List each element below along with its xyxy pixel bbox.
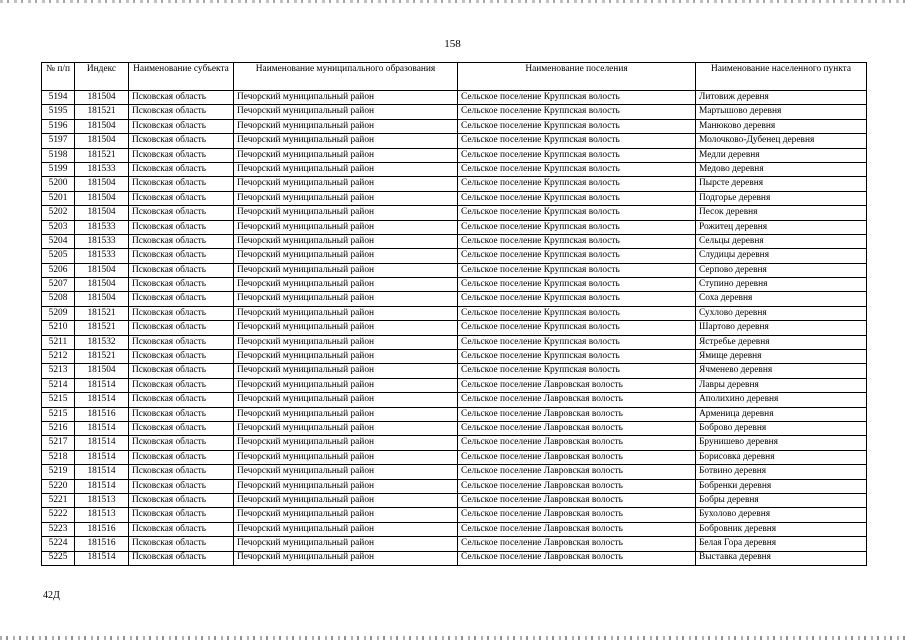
locality-cell: Литовиж деревня — [696, 91, 867, 105]
table-row — [42, 134, 867, 148]
settlement-cell: Сельское поселение Лавровская волость — [458, 537, 696, 551]
locality-cell: Медли деревня — [696, 148, 867, 162]
postal-index-cell: 181514 — [75, 479, 129, 493]
municipality-cell: Печорский муниципальный район — [234, 206, 458, 220]
page-number: 158 — [444, 38, 461, 50]
row-number-cell: 5222 — [42, 508, 75, 522]
region-cell: Псковская область — [129, 234, 234, 248]
footer-code: 42Д — [43, 590, 60, 601]
row-number-cell: 5199 — [42, 162, 75, 176]
row-number-cell: 5203 — [42, 220, 75, 234]
postal-index-cell: 181514 — [75, 378, 129, 392]
locality-cell: Арменица деревня — [696, 407, 867, 421]
municipality-cell: Печорский муниципальный район — [234, 191, 458, 205]
row-number-cell: 5208 — [42, 292, 75, 306]
locality-cell: Манюково деревня — [696, 119, 867, 133]
table-row — [42, 91, 867, 105]
table-row — [42, 450, 867, 464]
row-number-cell: 5213 — [42, 364, 75, 378]
settlement-cell: Сельское поселение Лавровская волость — [458, 522, 696, 536]
locality-cell: Медово деревня — [696, 162, 867, 176]
table-row — [42, 263, 867, 277]
row-number-cell: 5218 — [42, 450, 75, 464]
header-cell-settlement: Наименование поселения — [458, 63, 696, 91]
row-number-cell: 5204 — [42, 234, 75, 248]
postal-index-cell: 181504 — [75, 278, 129, 292]
settlement-cell: Сельское поселение Круппская волость — [458, 119, 696, 133]
locality-cell: Серпово деревня — [696, 263, 867, 277]
municipality-cell: Печорский муниципальный район — [234, 162, 458, 176]
municipality-cell: Печорский муниципальный район — [234, 551, 458, 565]
postal-index-cell: 181504 — [75, 206, 129, 220]
table-row — [42, 119, 867, 133]
region-cell: Псковская область — [129, 421, 234, 435]
region-cell: Псковская область — [129, 148, 234, 162]
settlement-cell: Сельское поселение Круппская волость — [458, 234, 696, 248]
municipality-cell: Печорский муниципальный район — [234, 278, 458, 292]
table-row — [42, 234, 867, 248]
row-number-cell: 5196 — [42, 119, 75, 133]
header-cell-number: № п/п — [42, 63, 75, 91]
postal-index-cell: 181504 — [75, 119, 129, 133]
row-number-cell: 5212 — [42, 350, 75, 364]
table-row — [42, 551, 867, 565]
municipality-cell: Печорский муниципальный район — [234, 91, 458, 105]
table-row — [42, 335, 867, 349]
row-number-cell: 5216 — [42, 421, 75, 435]
locality-cell: Борисовка деревня — [696, 450, 867, 464]
locality-cell: Белая Гора деревня — [696, 537, 867, 551]
row-number-cell: 5215 — [42, 393, 75, 407]
table-row — [42, 162, 867, 176]
row-number-cell: 5198 — [42, 148, 75, 162]
postal-index-cell: 181504 — [75, 91, 129, 105]
region-cell: Псковская область — [129, 220, 234, 234]
postal-index-cell: 181533 — [75, 162, 129, 176]
postal-index-cell: 181504 — [75, 191, 129, 205]
settlement-cell: Сельское поселение Лавровская волость — [458, 508, 696, 522]
row-number-cell: 5209 — [42, 306, 75, 320]
row-number-cell: 5202 — [42, 206, 75, 220]
table-row — [42, 421, 867, 435]
table-row — [42, 479, 867, 493]
row-number-cell: 5217 — [42, 436, 75, 450]
postal-index-cell: 181532 — [75, 335, 129, 349]
region-cell: Псковская область — [129, 263, 234, 277]
municipality-cell: Печорский муниципальный район — [234, 493, 458, 507]
row-number-cell: 5219 — [42, 465, 75, 479]
postal-index-cell: 181513 — [75, 493, 129, 507]
postal-index-cell: 181514 — [75, 436, 129, 450]
locality-cell: Выставка деревня — [696, 551, 867, 565]
settlement-cell: Сельское поселение Круппская волость — [458, 134, 696, 148]
settlement-cell: Сельское поселение Круппская волость — [458, 306, 696, 320]
settlement-cell: Сельское поселение Круппская волость — [458, 335, 696, 349]
row-number-cell: 5224 — [42, 537, 75, 551]
locality-cell: Бобры деревня — [696, 493, 867, 507]
header-cell-locality: Наименование населенного пункта — [696, 63, 867, 91]
postal-index-cell: 181504 — [75, 292, 129, 306]
table-row — [42, 378, 867, 392]
settlement-cell: Сельское поселение Круппская волость — [458, 191, 696, 205]
row-number-cell: 5223 — [42, 522, 75, 536]
row-number-cell: 5215 — [42, 407, 75, 421]
region-cell: Псковская область — [129, 321, 234, 335]
settlement-cell: Сельское поселение Круппская волость — [458, 220, 696, 234]
region-cell: Псковская область — [129, 364, 234, 378]
row-number-cell: 5210 — [42, 321, 75, 335]
table-body — [42, 91, 867, 566]
region-cell: Псковская область — [129, 206, 234, 220]
settlement-cell: Сельское поселение Лавровская волость — [458, 493, 696, 507]
postal-index-cell: 181533 — [75, 220, 129, 234]
header-row — [42, 63, 867, 91]
region-cell: Псковская область — [129, 119, 234, 133]
scan-edge-bottom — [0, 636, 905, 640]
settlement-cell: Сельское поселение Круппская волость — [458, 292, 696, 306]
postal-index-cell: 181516 — [75, 407, 129, 421]
table-row — [42, 465, 867, 479]
row-number-cell: 5206 — [42, 263, 75, 277]
table-row — [42, 105, 867, 119]
region-cell: Псковская область — [129, 479, 234, 493]
postal-index-cell: 181516 — [75, 522, 129, 536]
postal-index-cell: 181533 — [75, 234, 129, 248]
region-cell: Псковская область — [129, 436, 234, 450]
settlement-cell: Сельское поселение Круппская волость — [458, 350, 696, 364]
locality-cell: Слудицы деревня — [696, 249, 867, 263]
municipality-cell: Печорский муниципальный район — [234, 220, 458, 234]
postal-index-cell: 181516 — [75, 537, 129, 551]
table-row — [42, 493, 867, 507]
table-row — [42, 407, 867, 421]
table-header — [42, 63, 867, 91]
locality-cell: Бухолово деревня — [696, 508, 867, 522]
postal-index-cell: 181521 — [75, 148, 129, 162]
municipality-cell: Печорский муниципальный район — [234, 465, 458, 479]
postal-index-cell: 181504 — [75, 134, 129, 148]
postal-index-cell: 181514 — [75, 551, 129, 565]
table-row — [42, 321, 867, 335]
settlements-table — [41, 62, 867, 566]
postal-index-cell: 181504 — [75, 177, 129, 191]
table-row — [42, 191, 867, 205]
locality-cell: Бобровник деревня — [696, 522, 867, 536]
table-row — [42, 206, 867, 220]
table-row — [42, 278, 867, 292]
region-cell: Псковская область — [129, 493, 234, 507]
row-number-cell: 5207 — [42, 278, 75, 292]
municipality-cell: Печорский муниципальный район — [234, 234, 458, 248]
region-cell: Псковская область — [129, 465, 234, 479]
settlement-cell: Сельское поселение Лавровская волость — [458, 393, 696, 407]
municipality-cell: Печорский муниципальный район — [234, 421, 458, 435]
locality-cell: Ячменево деревня — [696, 364, 867, 378]
locality-cell: Пырсте деревня — [696, 177, 867, 191]
table-row — [42, 364, 867, 378]
municipality-cell: Печорский муниципальный район — [234, 119, 458, 133]
municipality-cell: Печорский муниципальный район — [234, 249, 458, 263]
region-cell: Псковская область — [129, 91, 234, 105]
table-row — [42, 249, 867, 263]
municipality-cell: Печорский муниципальный район — [234, 177, 458, 191]
region-cell: Псковская область — [129, 191, 234, 205]
municipality-cell: Печорский муниципальный район — [234, 537, 458, 551]
locality-cell: Ястребье деревня — [696, 335, 867, 349]
settlement-cell: Сельское поселение Круппская волость — [458, 177, 696, 191]
settlement-cell: Сельское поселение Круппская волость — [458, 105, 696, 119]
table-row — [42, 522, 867, 536]
region-cell: Псковская область — [129, 508, 234, 522]
municipality-cell: Печорский муниципальный район — [234, 393, 458, 407]
locality-cell: Молочково-Дубенец деревня — [696, 134, 867, 148]
table-row — [42, 148, 867, 162]
postal-index-cell: 181514 — [75, 393, 129, 407]
settlement-cell: Сельское поселение Круппская волость — [458, 148, 696, 162]
region-cell: Псковская область — [129, 134, 234, 148]
region-cell: Псковская область — [129, 551, 234, 565]
row-number-cell: 5201 — [42, 191, 75, 205]
locality-cell: Аполихино деревня — [696, 393, 867, 407]
locality-cell: Лавры деревня — [696, 378, 867, 392]
municipality-cell: Печорский муниципальный район — [234, 522, 458, 536]
postal-index-cell: 181504 — [75, 263, 129, 277]
row-number-cell: 5214 — [42, 378, 75, 392]
locality-cell: Подгорье деревня — [696, 191, 867, 205]
postal-index-cell: 181521 — [75, 350, 129, 364]
postal-index-cell: 181514 — [75, 465, 129, 479]
row-number-cell: 5195 — [42, 105, 75, 119]
locality-cell: Ступино деревня — [696, 278, 867, 292]
row-number-cell: 5211 — [42, 335, 75, 349]
municipality-cell: Печорский муниципальный район — [234, 407, 458, 421]
municipality-cell: Печорский муниципальный район — [234, 134, 458, 148]
postal-index-cell: 181514 — [75, 421, 129, 435]
row-number-cell: 5200 — [42, 177, 75, 191]
region-cell: Псковская область — [129, 162, 234, 176]
settlement-cell: Сельское поселение Лавровская волость — [458, 551, 696, 565]
locality-cell: Ямище деревня — [696, 350, 867, 364]
settlement-cell: Сельское поселение Круппская волость — [458, 364, 696, 378]
municipality-cell: Печорский муниципальный район — [234, 350, 458, 364]
settlement-cell: Сельское поселение Круппская волость — [458, 321, 696, 335]
table-row — [42, 393, 867, 407]
region-cell: Псковская область — [129, 335, 234, 349]
municipality-cell: Печорский муниципальный район — [234, 148, 458, 162]
row-number-cell: 5197 — [42, 134, 75, 148]
row-number-cell: 5194 — [42, 91, 75, 105]
municipality-cell: Печорский муниципальный район — [234, 450, 458, 464]
municipality-cell: Печорский муниципальный район — [234, 321, 458, 335]
municipality-cell: Печорский муниципальный район — [234, 436, 458, 450]
header-cell-municipality: Наименование муниципального образования — [234, 63, 458, 91]
locality-cell: Шартово деревня — [696, 321, 867, 335]
settlement-cell: Сельское поселение Лавровская волость — [458, 436, 696, 450]
postal-index-cell: 181533 — [75, 249, 129, 263]
locality-cell: Сухлово деревня — [696, 306, 867, 320]
region-cell: Псковская область — [129, 292, 234, 306]
municipality-cell: Печорский муниципальный район — [234, 292, 458, 306]
locality-cell: Сельцы деревня — [696, 234, 867, 248]
region-cell: Псковская область — [129, 537, 234, 551]
municipality-cell: Печорский муниципальный район — [234, 105, 458, 119]
municipality-cell: Печорский муниципальный район — [234, 306, 458, 320]
region-cell: Псковская область — [129, 278, 234, 292]
locality-cell: Ботвино деревня — [696, 465, 867, 479]
table-row — [42, 537, 867, 551]
region-cell: Псковская область — [129, 407, 234, 421]
row-number-cell: 5225 — [42, 551, 75, 565]
region-cell: Псковская область — [129, 522, 234, 536]
settlement-cell: Сельское поселение Лавровская волость — [458, 421, 696, 435]
region-cell: Псковская область — [129, 306, 234, 320]
municipality-cell: Печорский муниципальный район — [234, 479, 458, 493]
table-row — [42, 292, 867, 306]
region-cell: Псковская область — [129, 450, 234, 464]
municipality-cell: Печорский муниципальный район — [234, 335, 458, 349]
municipality-cell: Печорский муниципальный район — [234, 508, 458, 522]
postal-index-cell: 181514 — [75, 450, 129, 464]
region-cell: Псковская область — [129, 350, 234, 364]
settlement-cell: Сельское поселение Лавровская волость — [458, 407, 696, 421]
table-row — [42, 350, 867, 364]
postal-index-cell: 181504 — [75, 364, 129, 378]
municipality-cell: Печорский муниципальный район — [234, 263, 458, 277]
table-row — [42, 306, 867, 320]
locality-cell: Песок деревня — [696, 206, 867, 220]
locality-cell: Рожитец деревня — [696, 220, 867, 234]
locality-cell: Бобренки деревня — [696, 479, 867, 493]
region-cell: Псковская область — [129, 393, 234, 407]
postal-index-cell: 181521 — [75, 321, 129, 335]
settlement-cell: Сельское поселение Лавровская волость — [458, 450, 696, 464]
settlement-cell: Сельское поселение Круппская волость — [458, 278, 696, 292]
row-number-cell: 5220 — [42, 479, 75, 493]
header-cell-region: Наименование субъекта — [129, 63, 234, 91]
region-cell: Псковская область — [129, 378, 234, 392]
settlement-cell: Сельское поселение Круппская волость — [458, 162, 696, 176]
postal-index-cell: 181521 — [75, 306, 129, 320]
region-cell: Псковская область — [129, 249, 234, 263]
table-row — [42, 177, 867, 191]
header-cell-index: Индекс — [75, 63, 129, 91]
row-number-cell: 5221 — [42, 493, 75, 507]
region-cell: Псковская область — [129, 105, 234, 119]
municipality-cell: Печорский муниципальный район — [234, 378, 458, 392]
locality-cell: Мартышово деревня — [696, 105, 867, 119]
settlement-cell: Сельское поселение Круппская волость — [458, 249, 696, 263]
locality-cell: Соха деревня — [696, 292, 867, 306]
row-number-cell: 5205 — [42, 249, 75, 263]
settlement-cell: Сельское поселение Круппская волость — [458, 263, 696, 277]
settlement-cell: Сельское поселение Лавровская волость — [458, 465, 696, 479]
municipality-cell: Печорский муниципальный район — [234, 364, 458, 378]
locality-cell: Боброво деревня — [696, 421, 867, 435]
postal-index-cell: 181513 — [75, 508, 129, 522]
table-row — [42, 220, 867, 234]
postal-index-cell: 181521 — [75, 105, 129, 119]
table-row — [42, 436, 867, 450]
settlement-cell: Сельское поселение Лавровская волость — [458, 479, 696, 493]
settlement-cell: Сельское поселение Лавровская волость — [458, 378, 696, 392]
settlement-cell: Сельское поселение Круппская волость — [458, 206, 696, 220]
locality-cell: Брунишево деревня — [696, 436, 867, 450]
region-cell: Псковская область — [129, 177, 234, 191]
table-row — [42, 508, 867, 522]
settlement-cell: Сельское поселение Круппская волость — [458, 91, 696, 105]
scan-edge-top — [0, 0, 905, 3]
